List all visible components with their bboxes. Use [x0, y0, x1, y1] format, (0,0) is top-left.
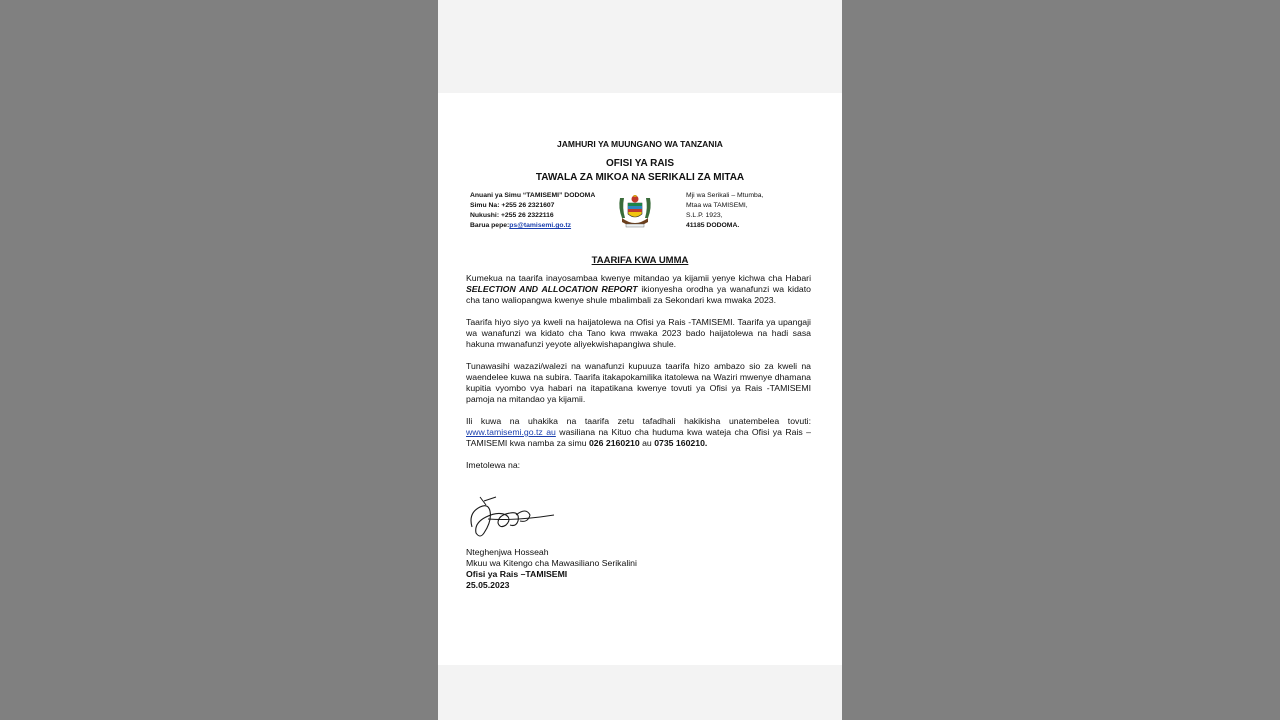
paragraph-4	[466, 416, 811, 449]
phone-number-1: 026 2160210	[588, 438, 640, 448]
email-label: Barua pepe:	[470, 222, 510, 229]
p1-emphasis: SELECTION AND ALLOCATION REPORT	[466, 284, 638, 294]
address-line-1: Mji wa Serikali – Mtumba,	[686, 192, 764, 199]
fax-number: Nukushi: +255 26 2322116	[470, 212, 554, 219]
p4-conjunction: au	[639, 438, 655, 448]
notice-body	[466, 273, 811, 471]
address-line-2: Mtaa wa TAMISEMI,	[686, 202, 748, 209]
office-header: OFISI YA RAIS	[606, 158, 674, 169]
paragraph-3: Tunawasihi wazazi/walezi na wanafunzi kupuuza taarifa hizo ambazo sio za kweli na waendelee kuwa na subira. Taarifa itakapokamilika itatolewa na Waziri mwenye dhamana kupitia vyombo vya habari na itapatikana kwenye tovuti ya Ofisi ya Rais -TAMISEMI pamoja na mitandao ya kijamii.	[466, 361, 811, 404]
signatory-office: Ofisi ya Rais –TAMISEMI	[466, 569, 568, 579]
notice-title: TAARIFA KWA UMMA	[591, 255, 689, 266]
document-page	[438, 93, 842, 665]
paragraph-2: Taarifa hiyo siyo ya kweli na haijatolewa na Ofisi ya Rais -TAMISEMI. Taarifa ya upangaji wa wanafunzi wa kidato cha Tano kwa mwaka 2023 bado haijatolewa na hadi sasa hakuna mwanafunzi yeyote aliyekwishapangiwa shule.	[466, 317, 811, 349]
signatory-title: Mkuu wa Kitengo cha Mawasiliano Serikalini	[466, 558, 637, 568]
p4-text-middle: wasiliana na Kituo cha huduma kwa wateja cha Ofisi ya Rais – TAMISEMI kwa namba za simu	[466, 427, 811, 448]
p1-text-end: ikionyesha orodha ya wanafunzi wa kidato cha tano waliopangwa kwenye shule mbalimbali za Sekondari kwa mwaka 2023.	[466, 284, 811, 305]
address-line-3: S.L.P. 1923,	[686, 212, 723, 219]
issued-by: Imetolewa na:	[466, 460, 521, 470]
contact-right-block	[686, 191, 763, 231]
phone-number-2: 0735 160210.	[654, 438, 708, 448]
address-line-4: 41185 DODOMA.	[686, 222, 740, 229]
p1-text-start: Kumekua na taarifa inayosambaa kwenye mitandao ya kijamii yenye kichwa cha Habari	[466, 273, 811, 283]
paragraph-1	[466, 273, 811, 306]
signatory-block	[466, 547, 637, 591]
ministry-header: TAWALA ZA MIKOA NA SERIKALI ZA MITAA	[535, 172, 745, 183]
email-link[interactable]: ps@tamisemi.go.tz	[509, 222, 572, 229]
email-line	[470, 221, 595, 231]
p4-text-start: Ili kuwa na uhakika na taarifa zetu tafadhali hakikisha unatembelea tovuti:	[466, 416, 811, 426]
website-link[interactable]: www.tamisemi.go.tz au	[466, 427, 556, 437]
contact-left-block	[470, 191, 595, 231]
signatory-name: Nteghenjwa Hosseah	[466, 547, 549, 557]
notice-date: 25.05.2023	[466, 580, 510, 590]
coat-of-arms-icon	[616, 192, 654, 230]
republic-header: JAMHURI YA MUUNGANO WA TANZANIA	[557, 139, 723, 149]
telegram-address: Anuani ya Simu “TAMISEMI” DODOMA	[470, 192, 596, 199]
signature-icon	[466, 493, 558, 541]
phone-number: Simu Na: +255 26 2321607	[470, 202, 555, 209]
